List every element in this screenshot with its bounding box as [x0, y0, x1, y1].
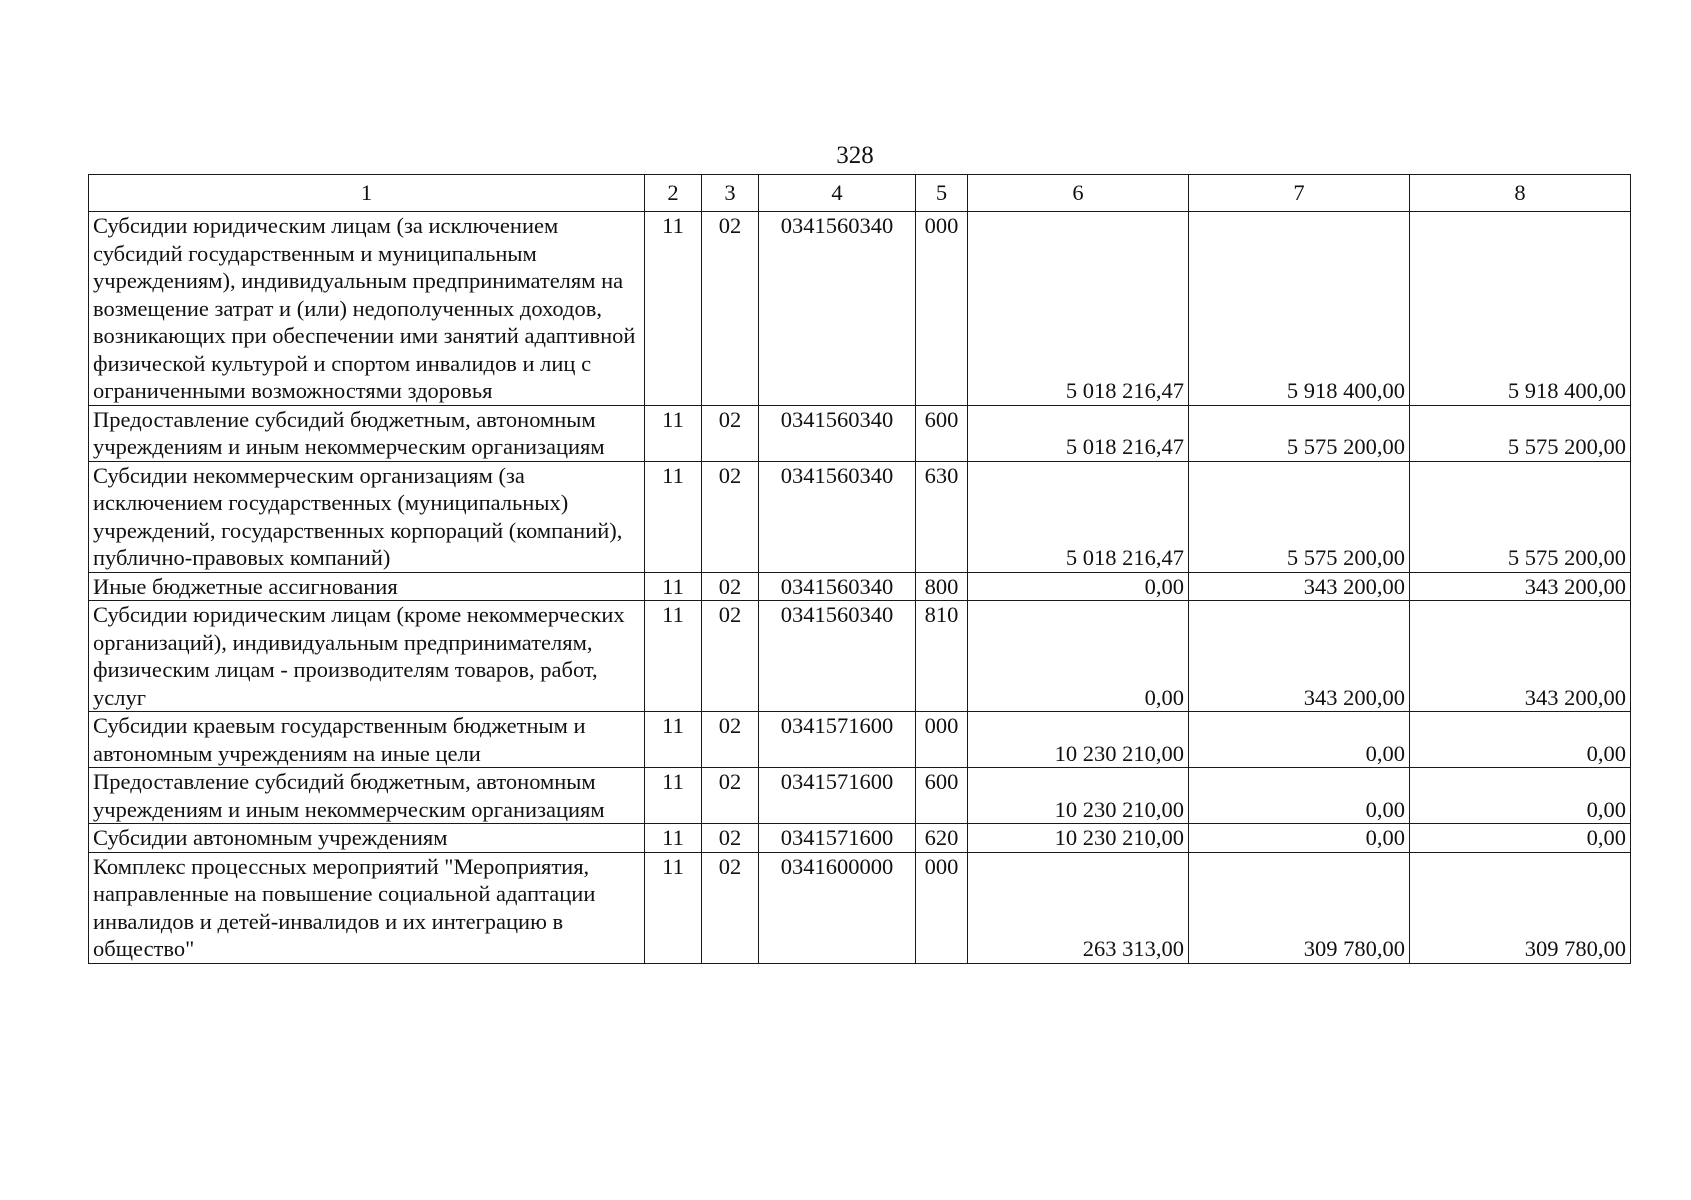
row-section: 11 [645, 405, 702, 461]
row-target-code: 0341560340 [759, 601, 916, 712]
row-amount-col6: 10 230 210,00 [968, 712, 1189, 768]
table-row [89, 852, 1631, 963]
row-name: Субсидии краевым государственным бюджетным и автономным учреждениям на иные цели [89, 712, 645, 768]
row-expense-type: 000 [916, 212, 968, 406]
row-expense-type: 620 [916, 824, 968, 853]
row-amount-col7: 0,00 [1189, 712, 1410, 768]
table-row [89, 572, 1631, 601]
table-row [89, 712, 1631, 768]
row-amount-col8: 5 918 400,00 [1410, 212, 1631, 406]
row-name: Комплекс процессных мероприятий "Мероприятия, направленные на повышение социальной адаптации инвалидов и детей-инвалидов и их интеграцию в общество" [89, 852, 645, 963]
row-target-code: 0341560340 [759, 212, 916, 406]
header-row [89, 175, 1631, 212]
column-header: 2 [645, 175, 702, 212]
row-amount-col6: 10 230 210,00 [968, 824, 1189, 853]
row-subsection: 02 [702, 601, 759, 712]
row-expense-type: 600 [916, 405, 968, 461]
column-header: 7 [1189, 175, 1410, 212]
row-target-code: 0341571600 [759, 824, 916, 853]
row-amount-col8: 343 200,00 [1410, 601, 1631, 712]
row-section: 11 [645, 601, 702, 712]
row-name: Субсидии юридическим лицам (за исключением субсидий государственным и муниципальным учреждениям), индивидуальным предпринимателям на возмещение затрат и (или) недополученных доходов, возникающих при обеспечении ими занятий адаптивной физической культурой и спортом инвалидов и лиц с ограниченными возможностями здоровья [89, 212, 645, 406]
row-name: Субсидии некоммерческим организациям (за исключением государственных (муниципальных) учреждений, государственных корпораций (компаний), публично-правовых компаний) [89, 461, 645, 572]
row-expense-type: 630 [916, 461, 968, 572]
row-expense-type: 000 [916, 852, 968, 963]
table-row [89, 461, 1631, 572]
row-target-code: 0341560340 [759, 461, 916, 572]
row-amount-col6: 263 313,00 [968, 852, 1189, 963]
row-amount-col6: 5 018 216,47 [968, 405, 1189, 461]
column-header: 3 [702, 175, 759, 212]
row-amount-col6: 10 230 210,00 [968, 768, 1189, 824]
row-name: Субсидии автономным учреждениям [89, 824, 645, 853]
table-row [89, 824, 1631, 853]
row-subsection: 02 [702, 212, 759, 406]
row-expense-type: 000 [916, 712, 968, 768]
row-section: 11 [645, 212, 702, 406]
row-subsection: 02 [702, 768, 759, 824]
row-amount-col7: 309 780,00 [1189, 852, 1410, 963]
row-expense-type: 800 [916, 572, 968, 601]
row-amount-col8: 0,00 [1410, 768, 1631, 824]
row-name: Иные бюджетные ассигнования [89, 572, 645, 601]
row-amount-col6: 5 018 216,47 [968, 212, 1189, 406]
row-section: 11 [645, 824, 702, 853]
row-name: Субсидии юридическим лицам (кроме некоммерческих организаций), индивидуальным предпринимателям, физическим лицам - производителям товаров, работ, услуг [89, 601, 645, 712]
row-subsection: 02 [702, 712, 759, 768]
row-amount-col7: 343 200,00 [1189, 601, 1410, 712]
row-section: 11 [645, 461, 702, 572]
row-amount-col8: 5 575 200,00 [1410, 461, 1631, 572]
row-amount-col7: 5 575 200,00 [1189, 461, 1410, 572]
column-header: 4 [759, 175, 916, 212]
row-section: 11 [645, 852, 702, 963]
row-subsection: 02 [702, 572, 759, 601]
row-subsection: 02 [702, 824, 759, 853]
row-target-code: 0341560340 [759, 572, 916, 601]
row-amount-col6: 5 018 216,47 [968, 461, 1189, 572]
row-amount-col7: 0,00 [1189, 768, 1410, 824]
row-subsection: 02 [702, 852, 759, 963]
row-subsection: 02 [702, 405, 759, 461]
row-amount-col6: 0,00 [968, 572, 1189, 601]
table-row [89, 405, 1631, 461]
row-section: 11 [645, 768, 702, 824]
table-row [89, 768, 1631, 824]
row-amount-col8: 309 780,00 [1410, 852, 1631, 963]
row-subsection: 02 [702, 461, 759, 572]
budget-table [88, 174, 1631, 964]
table-row [89, 601, 1631, 712]
row-amount-col6: 0,00 [968, 601, 1189, 712]
row-amount-col7: 5 918 400,00 [1189, 212, 1410, 406]
row-target-code: 0341571600 [759, 712, 916, 768]
row-name: Предоставление субсидий бюджетным, автономным учреждениям и иным некоммерческим организациям [89, 768, 645, 824]
column-header: 5 [916, 175, 968, 212]
table-row [89, 212, 1631, 406]
row-amount-col7: 0,00 [1189, 824, 1410, 853]
row-target-code: 0341571600 [759, 768, 916, 824]
row-target-code: 0341600000 [759, 852, 916, 963]
row-amount-col8: 0,00 [1410, 824, 1631, 853]
column-header: 6 [968, 175, 1189, 212]
row-amount-col8: 343 200,00 [1410, 572, 1631, 601]
row-section: 11 [645, 572, 702, 601]
row-amount-col7: 5 575 200,00 [1189, 405, 1410, 461]
column-header: 1 [89, 175, 645, 212]
row-expense-type: 600 [916, 768, 968, 824]
row-expense-type: 810 [916, 601, 968, 712]
column-header: 8 [1410, 175, 1631, 212]
page-number: 328 [836, 142, 874, 169]
row-target-code: 0341560340 [759, 405, 916, 461]
row-section: 11 [645, 712, 702, 768]
row-name: Предоставление субсидий бюджетным, автономным учреждениям и иным некоммерческим организациям [89, 405, 645, 461]
row-amount-col8: 5 575 200,00 [1410, 405, 1631, 461]
row-amount-col8: 0,00 [1410, 712, 1631, 768]
row-amount-col7: 343 200,00 [1189, 572, 1410, 601]
